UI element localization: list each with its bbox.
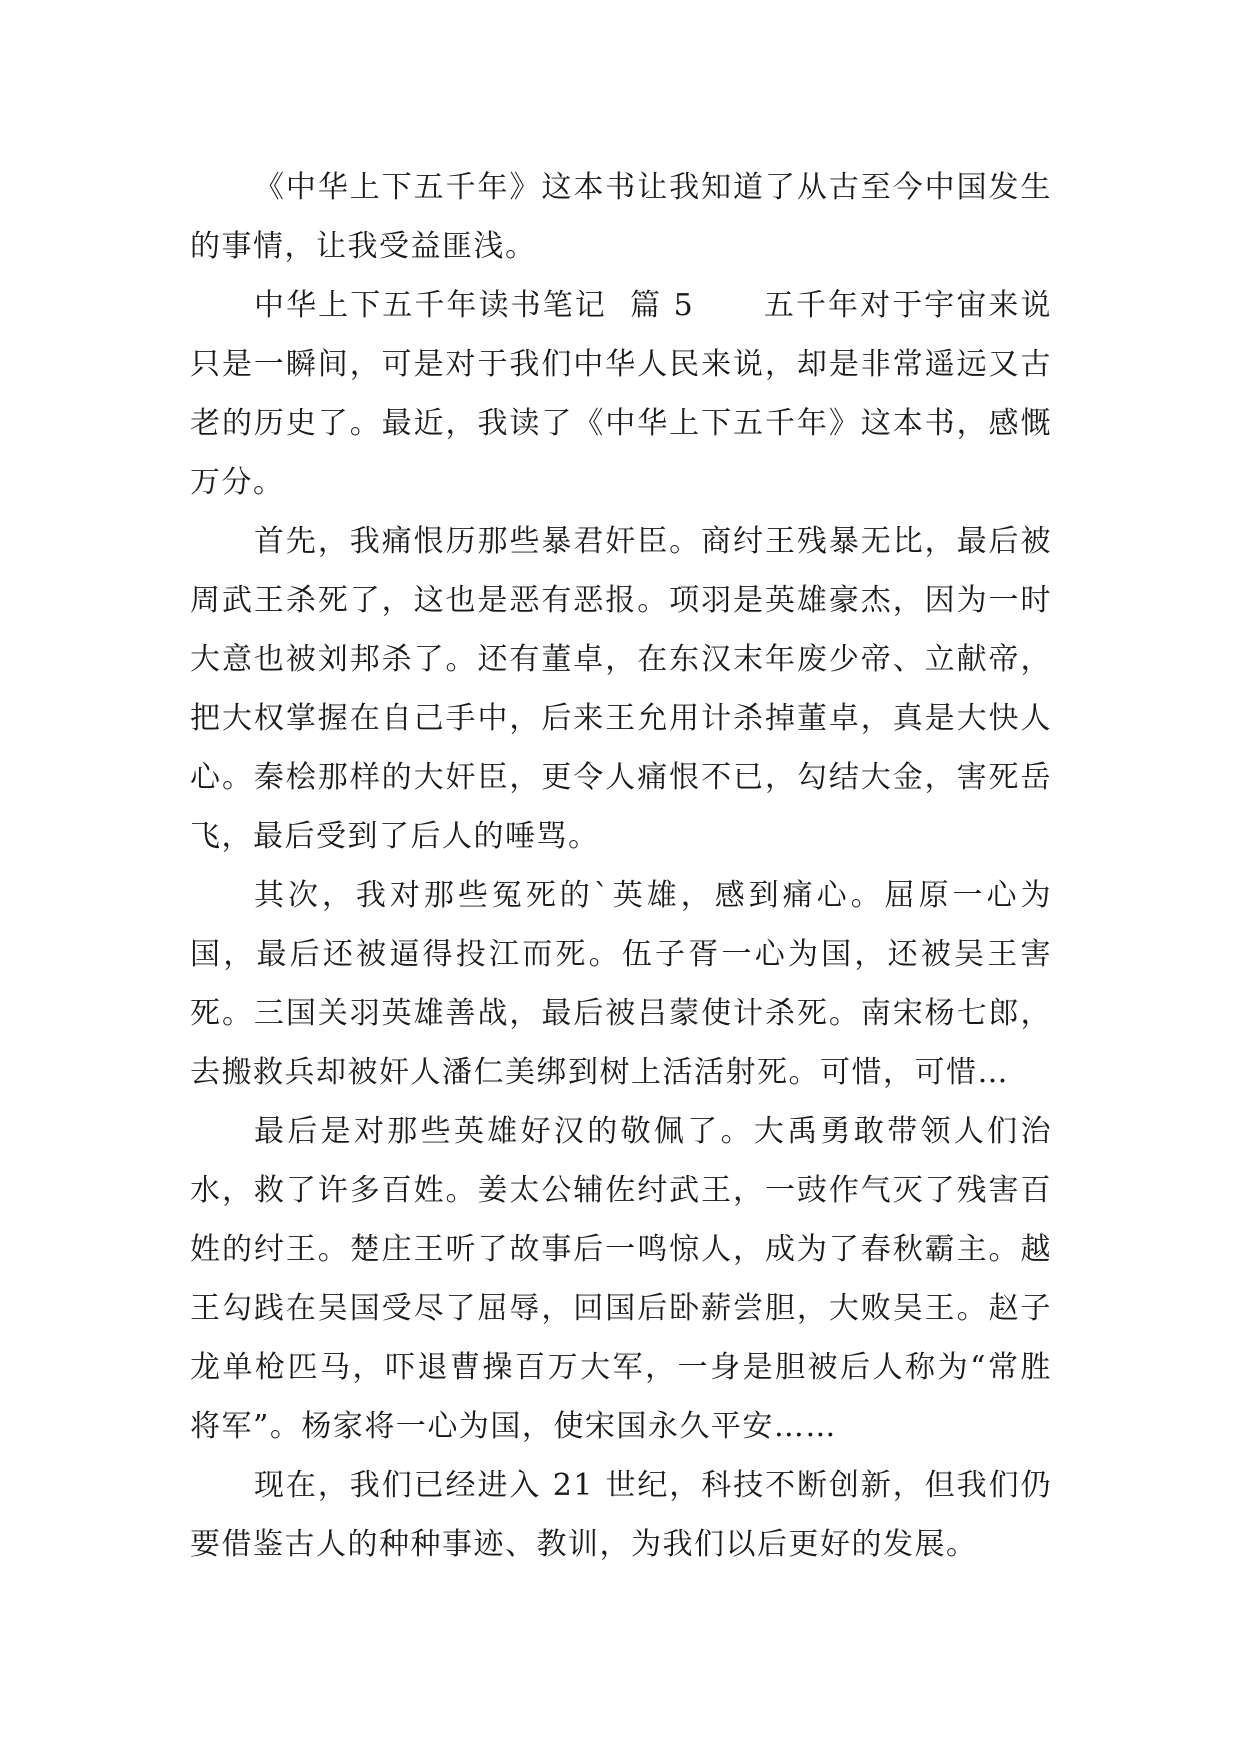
paragraph-wronged-heroes: 其次，我对那些冤死的`英雄，感到痛心。屈原一心为国，最后还被逼得投江而死。伍子胥一心为国，还被吴王害死。三国关羽英雄善战，最后被吕蒙使计杀死。南宋杨七郎，去搬救兵却被奸人潘仁美绑到树上活活射死。可惜，可惜… (190, 878, 1052, 1090)
paragraph-present-day: 现在，我们已经进入 21 世纪，科技不断创新，但我们仍要借鉴古人的种种事迹、教训，为我们以后更好的发展。 (190, 1468, 1052, 1562)
document-body (190, 158, 1052, 1574)
paragraph-section-heading: 中华上下五千年读书笔记 篇 5 五千年对于宇宙来说只是一瞬间，可是对于我们中华人民来说，却是非常遥远又古老的历史了。最近，我读了《中华上下五千年》这本书，感慨万分。 (190, 288, 1052, 500)
paragraph-admired-heroes: 最后是对那些英雄好汉的敬佩了。大禹勇敢带领人们治水，救了许多百姓。姜太公辅佐纣武王，一豉作气灭了残害百姓的纣王。楚庄王听了故事后一鸣惊人，成为了春秋霸主。越王勾践在吴国受尽了屈辱，回国后卧薪尝胆，大败吴王。赵子龙单枪匹马，吓退曹操百万大军，一身是胆被后人称为“常胜将军”。杨家将一心为国，使宋国永久平安…… (190, 1114, 1052, 1444)
paragraph-intro-conclusion: 《中华上下五千年》这本书让我知道了从古至今中国发生的事情，让我受益匪浅。 (190, 170, 1052, 264)
paragraph-tyrants: 首先，我痛恨历那些暴君奸臣。商纣王残暴无比，最后被周武王杀死了，这也是恶有恶报。项羽是英雄豪杰，因为一时大意也被刘邦杀了。还有董卓，在东汉末年废少帝、立献帝，把大权掌握在自己手中，后来王允用计杀掉董卓，真是大快人心。秦桧那样的大奸臣，更令人痛恨不已，勾结大金，害死岳飞，最后受到了后人的唾骂。 (190, 524, 1052, 854)
